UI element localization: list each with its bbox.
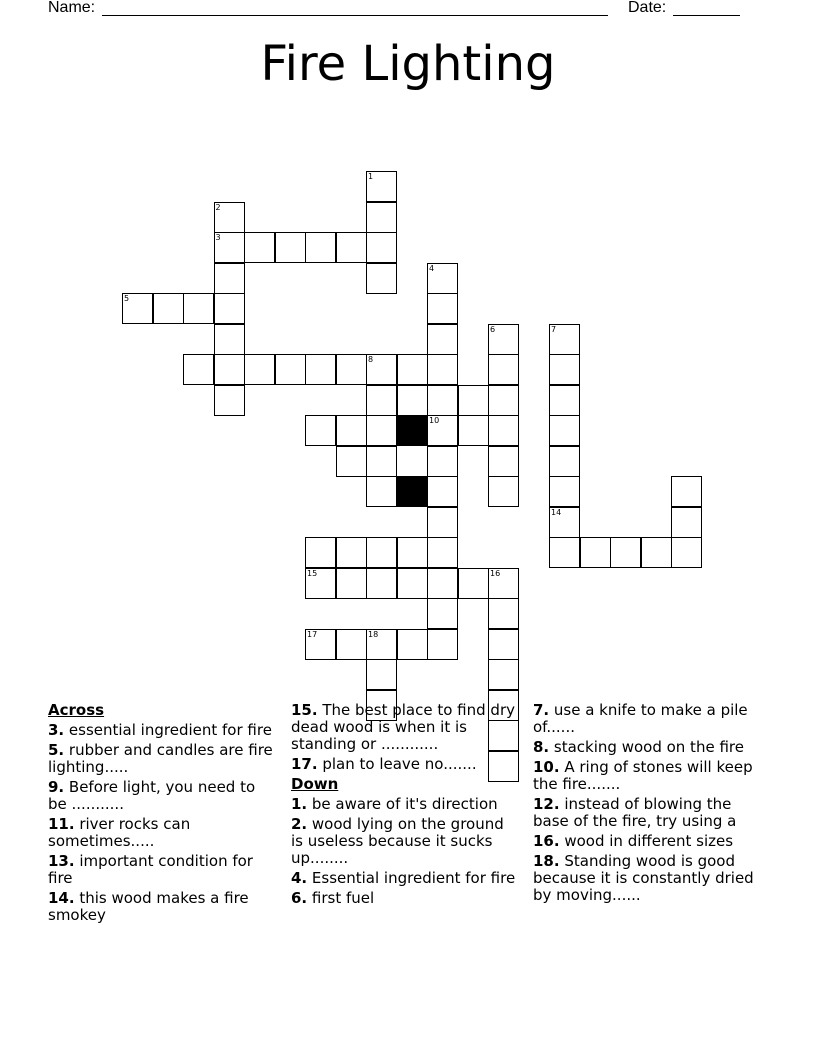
grid-cell[interactable]	[549, 415, 580, 446]
clue-text: A ring of stones will keep the fire.......	[533, 758, 753, 793]
clue-number: 14.	[48, 889, 75, 907]
clue-number: 5.	[48, 741, 65, 759]
grid-cell[interactable]	[397, 537, 428, 568]
grid-cell[interactable]	[305, 537, 336, 568]
grid-cell[interactable]	[397, 568, 428, 599]
clue	[291, 756, 516, 773]
grid-cell[interactable]	[214, 385, 245, 416]
grid-cell[interactable]	[366, 659, 397, 690]
grid-cell[interactable]	[366, 415, 397, 446]
clue-number: 17.	[291, 755, 318, 773]
grid-cell[interactable]	[427, 354, 458, 385]
clue	[291, 890, 516, 907]
grid-cell[interactable]	[488, 415, 519, 446]
clue-number: 15	[307, 568, 318, 578]
date-label: Date:	[628, 0, 667, 16]
grid-cell[interactable]	[397, 385, 428, 416]
grid-cell[interactable]	[427, 537, 458, 568]
clues-column-3	[533, 702, 758, 907]
clue-number: 6.	[291, 889, 308, 907]
clue	[533, 796, 758, 830]
grid-cell[interactable]	[427, 385, 458, 416]
grid-cell[interactable]	[244, 354, 275, 385]
grid-cell[interactable]	[305, 232, 336, 263]
clue	[48, 722, 273, 739]
grid-cell[interactable]	[366, 629, 397, 660]
clues-column-2	[291, 702, 516, 910]
clue	[48, 742, 273, 776]
grid-cell[interactable]	[366, 476, 397, 507]
clue-number: 18	[368, 629, 379, 639]
clue-text: essential ingredient for fire	[64, 721, 272, 739]
grid-cell[interactable]	[549, 537, 580, 568]
clue-text: stacking wood on the fire	[549, 738, 744, 756]
clue-text: first fuel	[307, 889, 375, 907]
down-heading: Down	[291, 775, 339, 793]
clue-number: 4	[429, 263, 435, 273]
grid-cell[interactable]	[275, 354, 306, 385]
clue-number: 18.	[533, 852, 560, 870]
grid-cell[interactable]	[641, 537, 672, 568]
clue	[48, 853, 273, 887]
grid-cell[interactable]	[488, 446, 519, 477]
clue	[48, 779, 273, 813]
clue	[533, 853, 758, 904]
clue-number: 7.	[533, 701, 550, 719]
clue	[533, 739, 758, 756]
clue-number: 1.	[291, 795, 308, 813]
clue-text: be aware of it's direction	[307, 795, 498, 813]
grid-cell[interactable]	[458, 568, 489, 599]
grid-cell-black	[397, 415, 428, 446]
clue-number: 5	[124, 294, 130, 303]
clue-text: Standing wood is good because it is constantly dried by moving......	[533, 852, 754, 904]
grid-cell[interactable]	[336, 446, 367, 477]
clue-text: wood lying on the ground is useless because it sucks up........	[291, 815, 504, 867]
grid-cell[interactable]	[214, 263, 245, 294]
grid-cell[interactable]	[275, 232, 306, 263]
grid-cell[interactable]	[488, 629, 519, 660]
clues-column-1	[48, 702, 273, 927]
clue	[291, 796, 516, 813]
clue-text: instead of blowing the base of the fire, try using a	[533, 795, 737, 830]
grid-cell[interactable]	[336, 568, 367, 599]
grid-cell[interactable]	[427, 293, 458, 324]
grid-cell[interactable]	[549, 507, 580, 538]
grid-cell[interactable]	[122, 293, 153, 324]
grid-cell[interactable]	[214, 324, 245, 355]
grid-cell[interactable]	[336, 354, 367, 385]
grid-cell[interactable]	[549, 354, 580, 385]
grid-cell[interactable]	[366, 568, 397, 599]
grid-cell[interactable]	[488, 568, 519, 599]
clue	[291, 870, 516, 887]
clue-number: 10.	[533, 758, 560, 776]
grid-cell[interactable]	[488, 659, 519, 690]
clue-number: 11.	[48, 815, 75, 833]
grid-cell[interactable]	[427, 324, 458, 355]
clue-number: 4.	[291, 869, 308, 887]
clue-number: 17	[307, 629, 318, 639]
grid-cell[interactable]	[488, 598, 519, 629]
grid-cell[interactable]	[397, 354, 428, 385]
across-heading: Across	[48, 701, 105, 719]
clue-text: river rocks can sometimes.....	[48, 815, 191, 850]
clue	[533, 702, 758, 736]
grid-cell[interactable]	[366, 354, 397, 385]
clue-number: 7	[551, 324, 557, 334]
grid-cell[interactable]	[305, 354, 336, 385]
across-clue-list-continued	[291, 702, 516, 773]
grid-cell[interactable]	[366, 446, 397, 477]
clue-text: rubber and candles are fire lighting.....	[48, 741, 273, 776]
grid-cell[interactable]	[305, 629, 336, 660]
grid-cell[interactable]	[244, 232, 275, 263]
grid-cell[interactable]	[488, 354, 519, 385]
down-clue-list-continued	[533, 702, 758, 904]
clue-text: Before light, you need to be ...........	[48, 778, 256, 813]
grid-cell[interactable]	[427, 263, 458, 294]
grid-cell[interactable]	[427, 507, 458, 538]
grid-cell[interactable]	[183, 354, 214, 385]
grid-cell[interactable]	[336, 232, 367, 263]
clue-number: 8	[368, 355, 374, 364]
grid-cell[interactable]	[458, 385, 489, 416]
clue-number: 15.	[291, 701, 318, 719]
grid-cell[interactable]	[153, 293, 184, 324]
clue	[291, 816, 516, 867]
grid-cell-black	[397, 476, 428, 507]
grid-cell[interactable]	[549, 324, 580, 355]
clue-number: 8.	[533, 738, 550, 756]
clue-text: The best place to find dry dead wood is when it is standing or ............	[291, 701, 515, 753]
grid-cell[interactable]	[458, 415, 489, 446]
down-clue-list	[291, 796, 516, 907]
grid-cell[interactable]	[427, 598, 458, 629]
grid-cell[interactable]	[214, 293, 245, 324]
across-clue-list	[48, 722, 273, 924]
grid-cell[interactable]	[427, 476, 458, 507]
grid-cell[interactable]	[580, 537, 611, 568]
clue-number: 14	[551, 507, 562, 517]
clue-text: wood in different sizes	[559, 832, 734, 850]
grid-cell[interactable]	[336, 537, 367, 568]
clue	[533, 759, 758, 793]
name-label: Name:	[48, 0, 96, 16]
grid-cell[interactable]	[366, 263, 397, 294]
grid-cell[interactable]	[397, 629, 428, 660]
clue-text: Essential ingredient for fire	[307, 869, 516, 887]
grid-cell[interactable]	[336, 415, 367, 446]
grid-cell[interactable]	[427, 415, 458, 446]
grid-cell[interactable]	[366, 385, 397, 416]
grid-cell[interactable]	[214, 232, 245, 263]
clue-number: 9.	[48, 778, 65, 796]
grid-cell[interactable]	[183, 293, 214, 324]
grid-cell[interactable]	[305, 568, 336, 599]
grid-cell[interactable]	[610, 537, 641, 568]
grid-cell[interactable]	[549, 385, 580, 416]
clue-text: important condition for fire	[48, 852, 253, 887]
clue-number: 16.	[533, 832, 560, 850]
clue-number: 13.	[48, 852, 75, 870]
clue-text: plan to leave no.......	[317, 755, 477, 773]
grid-cell[interactable]	[305, 415, 336, 446]
clue-number: 3	[215, 233, 221, 242]
clue	[48, 816, 273, 850]
grid-cell[interactable]	[671, 537, 702, 568]
grid-cell[interactable]	[336, 629, 367, 660]
grid-cell[interactable]	[427, 446, 458, 477]
grid-cell[interactable]	[366, 537, 397, 568]
page-title: Fire Lighting	[260, 36, 556, 92]
clue-number: 10	[429, 416, 440, 425]
clue-number: 6	[490, 324, 496, 334]
clue-text: use a knife to make a pile of......	[533, 701, 748, 736]
grid-cell[interactable]	[488, 476, 519, 507]
grid-cell[interactable]	[488, 385, 519, 416]
clue	[48, 890, 273, 924]
clue-number: 3.	[48, 721, 65, 739]
grid-cell[interactable]	[488, 324, 519, 355]
grid-cell[interactable]	[427, 629, 458, 660]
grid-cell[interactable]	[214, 202, 245, 233]
grid-cell[interactable]	[549, 446, 580, 477]
grid-cell[interactable]	[427, 568, 458, 599]
grid-cell[interactable]	[671, 507, 702, 538]
grid-cell[interactable]	[214, 354, 245, 385]
grid-cell[interactable]	[366, 232, 397, 263]
grid-cell[interactable]	[671, 476, 702, 507]
grid-cell[interactable]	[549, 476, 580, 507]
clue-number: 16	[490, 568, 501, 578]
clue	[291, 702, 516, 753]
clue	[533, 833, 758, 850]
clue-number: 2.	[291, 815, 308, 833]
grid-cell[interactable]	[366, 171, 397, 202]
clue-number: 2	[215, 202, 221, 212]
clue-number: 12.	[533, 795, 560, 813]
clue-number: 1	[368, 172, 374, 181]
grid-cell[interactable]	[366, 202, 397, 233]
clue-text: this wood makes a fire smokey	[48, 889, 249, 924]
